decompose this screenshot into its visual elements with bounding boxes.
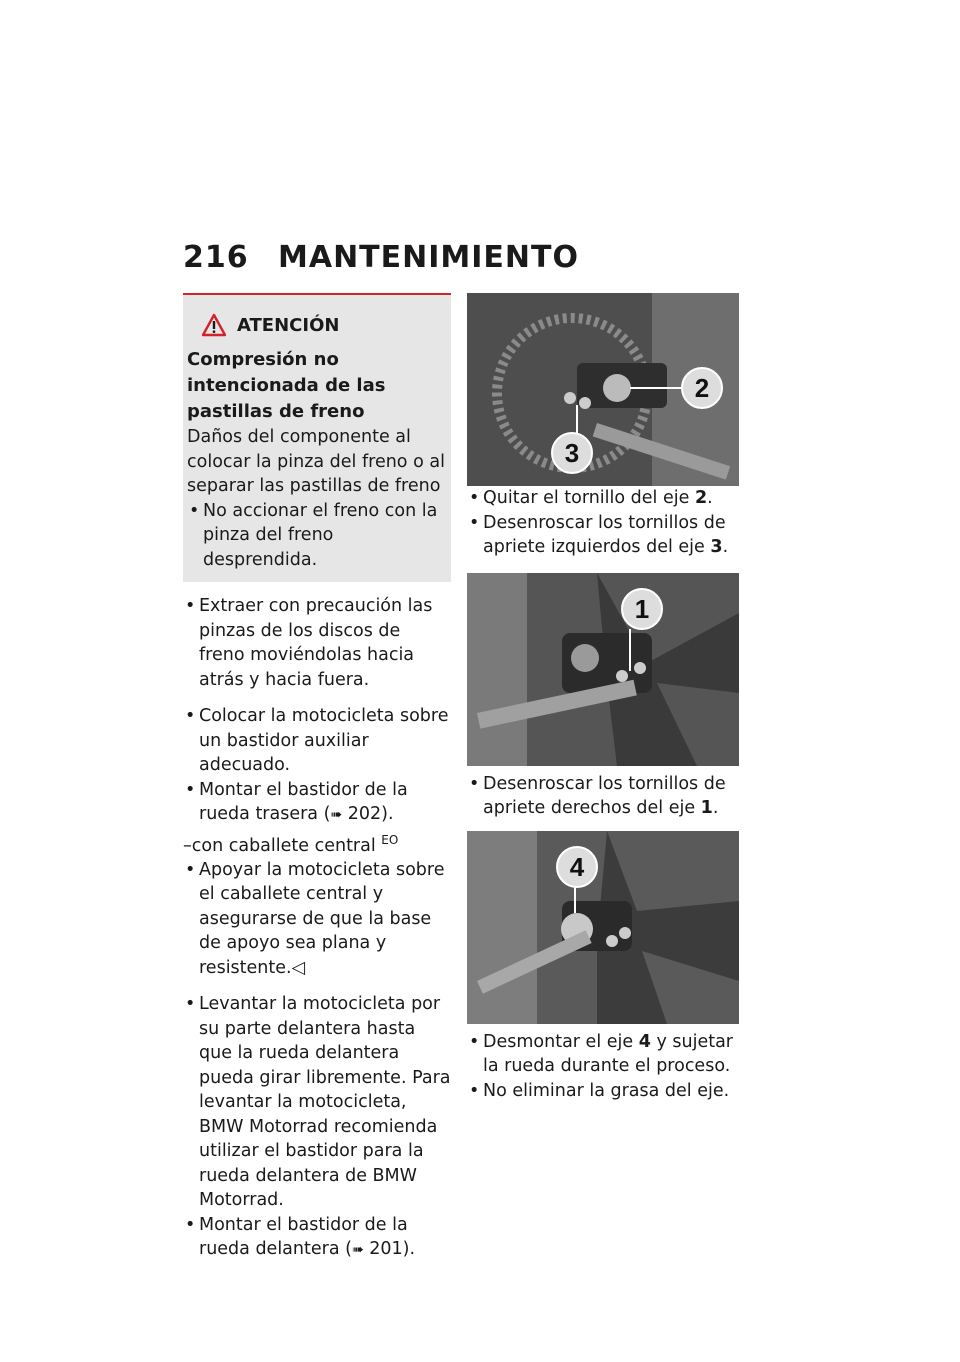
option-tag: EO: [381, 832, 399, 847]
step-item: • Desenroscar los tornillos de apriete izquierdos del eje 3.: [469, 512, 729, 557]
photo-right-clamp-bolts: [467, 573, 739, 766]
warning-triangle-icon: [201, 313, 227, 337]
step-item: • Quitar el tornillo del eje 2.: [469, 488, 713, 508]
page-ref-rear[interactable]: 202).: [347, 804, 394, 824]
warning-title: ATENCIÓN: [237, 314, 340, 336]
step-item: • Desmontar el eje 4 y sujetar la rueda durante el proceso.: [469, 1031, 733, 1076]
end-marker-icon: ◁: [291, 957, 306, 978]
page-title: MANTENIMIENTO: [278, 240, 579, 275]
callout-label: 1: [634, 593, 650, 624]
list-item: • Levantar la motocicleta por su parte delantera hasta que la rueda delantera pueda girar libremente. Para levantar la motocicleta, BMW Motorrad recomienda utilizar el bastidor para la rueda delantera de BMW Motorrad.: [185, 994, 451, 1211]
warning-bullet: • No accionar el freno con la pinza del freno desprendida.: [189, 500, 438, 570]
list-item: • Montar el bastidor de la rueda trasera (➠ 202).: [185, 779, 408, 824]
list-item: • Apoyar la motocicleta sobre el caballete central y asegurarse de que la base de apoyo sea plana y resistente.◁: [185, 859, 445, 978]
warning-subtitle: Compresión no intencionada de las pastillas de freno: [187, 349, 386, 422]
page-ref-arrow-icon: ➠: [330, 807, 343, 823]
list-item: • Montar el bastidor de la rueda delantera (➠ 201).: [185, 1214, 416, 1260]
callout-label: 3: [564, 438, 580, 468]
warning-text: Daños del componente al colocar la pinza del freno o al separar las pastillas de freno: [187, 427, 445, 496]
photo-axle-removal: [467, 831, 739, 1024]
step-item: • No eliminar la grasa del eje.: [469, 1080, 730, 1101]
left-column: [183, 293, 451, 1263]
right-column: [467, 293, 739, 1103]
step-item: • Desenroscar los tornillos de apriete derechos del eje 1.: [469, 773, 726, 818]
list-item: • Extraer con precaución las pinzas de los discos de freno moviéndolas hacia atrás y hacia fuera.: [185, 596, 433, 690]
page-ref-front[interactable]: 201).: [369, 1239, 416, 1260]
list-item: • Colocar la motocicleta sobre un bastidor auxiliar adecuado.: [185, 706, 449, 775]
photo-axle-bolt: [467, 293, 739, 486]
page-header: [183, 240, 579, 275]
page-number: 216: [183, 240, 249, 275]
callout-label: 2: [694, 373, 710, 403]
warning-box: [183, 293, 451, 582]
callout-label: 4: [569, 851, 585, 882]
option-line: –con caballete central $^{EO}$: [183, 832, 399, 856]
page-ref-arrow-icon: ➠: [351, 1242, 364, 1259]
